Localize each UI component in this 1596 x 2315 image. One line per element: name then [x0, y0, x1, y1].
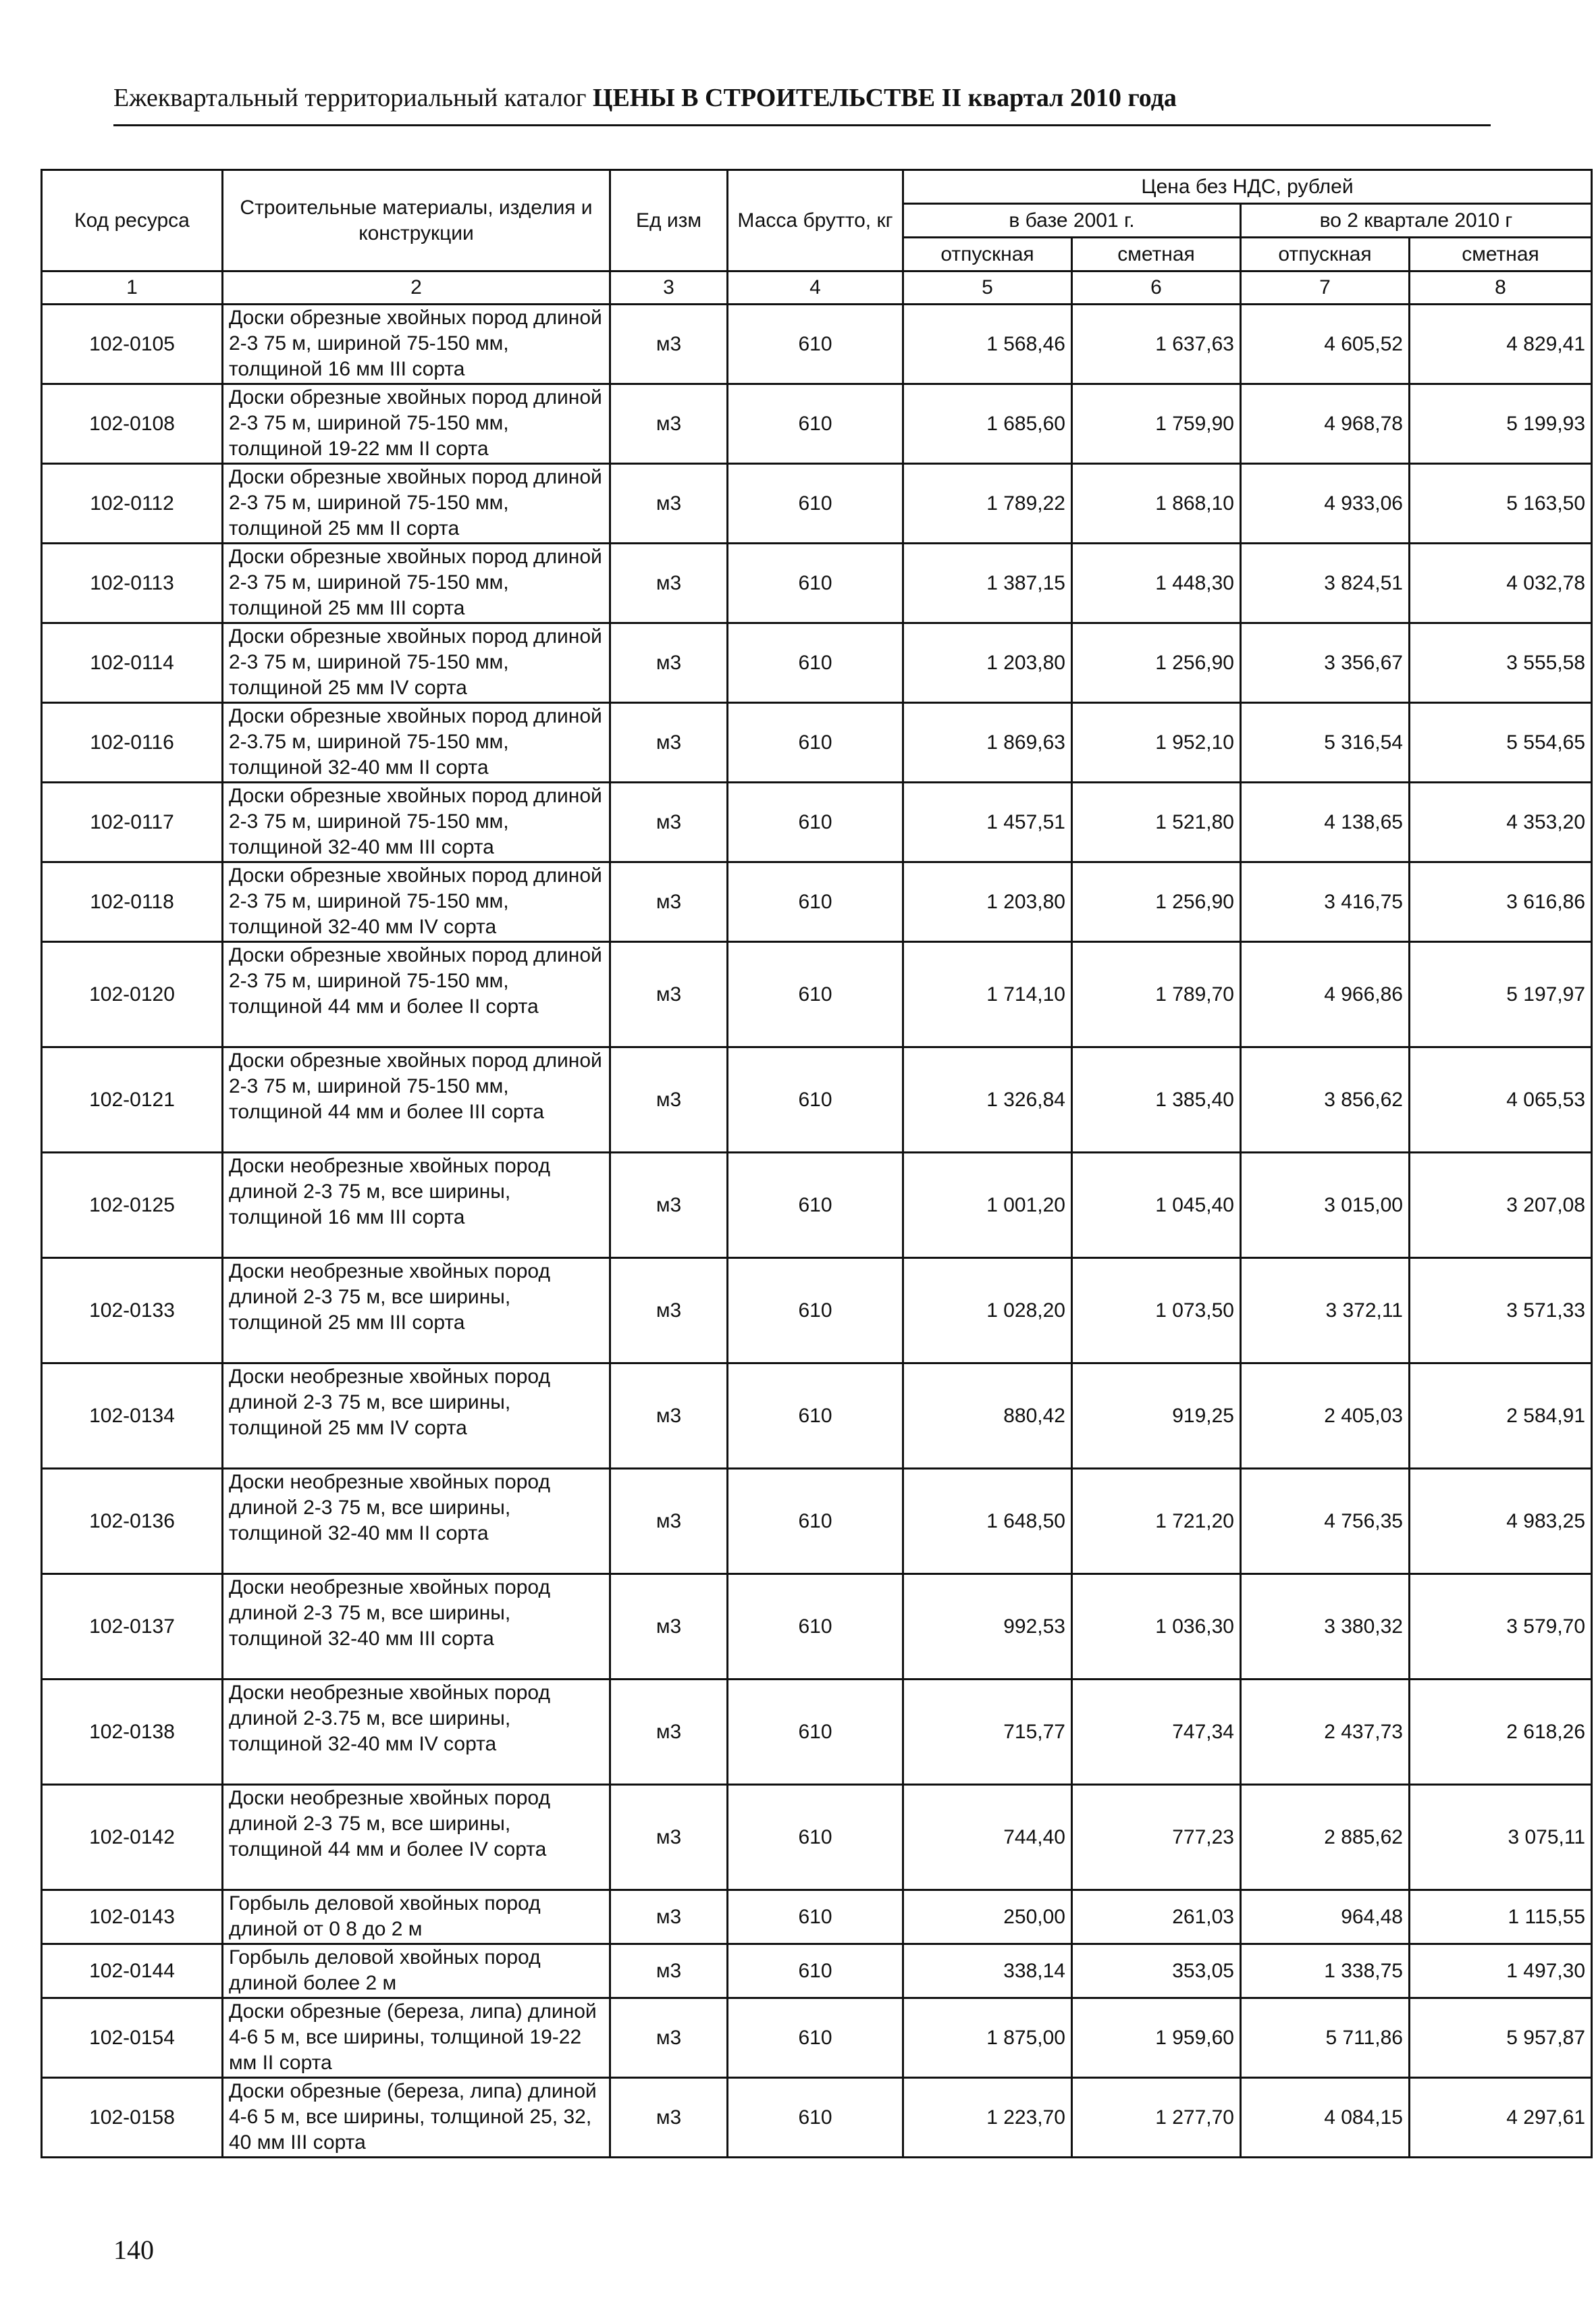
price-current-release: 3 856,62 [1241, 1047, 1410, 1153]
resource-code: 102-0158 [42, 2078, 223, 2158]
price-base-release: 1 789,22 [903, 464, 1072, 544]
price-current-release: 2 885,62 [1241, 1785, 1410, 1890]
page-header [113, 85, 1491, 111]
resource-code: 102-0105 [42, 305, 223, 384]
header-name: Строительные материалы, изделия и конструкции [223, 170, 610, 271]
price-base-estimate: 1 952,10 [1072, 703, 1241, 783]
price-base-estimate: 353,05 [1072, 1944, 1241, 1998]
mass-cell: 610 [728, 623, 903, 703]
mass-cell: 610 [728, 1469, 903, 1574]
price-base-estimate: 919,25 [1072, 1363, 1241, 1469]
price-current-estimate: 1 115,55 [1410, 1890, 1592, 1944]
table-row [42, 703, 1592, 783]
table-row [42, 862, 1592, 942]
material-name: Доски необрезные хвойных пород длиной 2-3 75 м, все ширины, толщиной 25 мм III сорта [223, 1258, 610, 1363]
table-row [42, 1998, 1592, 2078]
table-row [42, 1047, 1592, 1153]
price-base-release: 1 203,80 [903, 862, 1072, 942]
price-current-release: 4 933,06 [1241, 464, 1410, 544]
price-current-estimate: 3 075,11 [1410, 1785, 1592, 1890]
unit-cell: м3 [610, 1680, 728, 1785]
price-current-release: 4 756,35 [1241, 1469, 1410, 1574]
price-current-estimate: 2 584,91 [1410, 1363, 1592, 1469]
material-name: Доски обрезные хвойных пород длиной 2-3 75 м, шириной 75-150 мм, толщиной 16 мм III сорта [223, 305, 610, 384]
price-base-release: 1 568,46 [903, 305, 1072, 384]
unit-cell: м3 [610, 783, 728, 862]
table-row [42, 1363, 1592, 1469]
resource-code: 102-0118 [42, 862, 223, 942]
price-base-release: 1 001,20 [903, 1153, 1072, 1258]
table-row [42, 1890, 1592, 1944]
price-current-estimate: 3 555,58 [1410, 623, 1592, 703]
resource-code: 102-0112 [42, 464, 223, 544]
unit-cell: м3 [610, 2078, 728, 2158]
header-price: Цена без НДС, рублей [903, 170, 1592, 204]
price-current-estimate: 3 571,33 [1410, 1258, 1592, 1363]
column-number: 7 [1241, 271, 1410, 305]
mass-cell: 610 [728, 942, 903, 1047]
price-base-release: 880,42 [903, 1363, 1072, 1469]
header-base-estimate: сметная [1072, 238, 1241, 271]
material-name: Доски обрезные хвойных пород длиной 2-3 75 м, шириной 75-150 мм, толщиной 44 мм и более III сорта [223, 1047, 610, 1153]
price-base-estimate: 1 959,60 [1072, 1998, 1241, 2078]
price-base-estimate: 747,34 [1072, 1680, 1241, 1785]
price-current-release: 3 824,51 [1241, 544, 1410, 623]
price-base-release: 1 326,84 [903, 1047, 1072, 1153]
column-number: 1 [42, 271, 223, 305]
header-prefix: Ежеквартальный территориальный каталог [113, 84, 587, 112]
price-current-estimate: 1 497,30 [1410, 1944, 1592, 1998]
price-current-release: 3 356,67 [1241, 623, 1410, 703]
resource-code: 102-0108 [42, 384, 223, 464]
price-base-release: 1 457,51 [903, 783, 1072, 862]
price-current-release: 2 405,03 [1241, 1363, 1410, 1469]
mass-cell: 610 [728, 862, 903, 942]
price-current-release: 3 380,32 [1241, 1574, 1410, 1680]
header-unit: Ед изм [610, 170, 728, 271]
table-row [42, 942, 1592, 1047]
material-name: Доски необрезные хвойных пород длиной 2-3 75 м, все ширины, толщиной 32-40 мм III сорта [223, 1574, 610, 1680]
header-current-estimate: сметная [1410, 238, 1592, 271]
mass-cell: 610 [728, 1047, 903, 1153]
resource-code: 102-0117 [42, 783, 223, 862]
column-number: 3 [610, 271, 728, 305]
table-row [42, 1944, 1592, 1998]
resource-code: 102-0116 [42, 703, 223, 783]
material-name: Доски обрезные хвойных пород длиной 2-3 75 м, шириной 75-150 мм, толщиной 25 мм IV сорта [223, 623, 610, 703]
price-current-estimate: 3 616,86 [1410, 862, 1592, 942]
header-base: в базе 2001 г. [903, 204, 1241, 238]
price-current-estimate: 5 163,50 [1410, 464, 1592, 544]
material-name: Доски обрезные хвойных пород длиной 2-3.75 м, шириной 75-150 мм, толщиной 32-40 мм II сорта [223, 703, 610, 783]
unit-cell: м3 [610, 1047, 728, 1153]
mass-cell: 610 [728, 1785, 903, 1890]
material-name: Доски обрезные хвойных пород длиной 2-3 75 м, шириной 75-150 мм, толщиной 44 мм и более II сорта [223, 942, 610, 1047]
price-current-estimate: 4 065,53 [1410, 1047, 1592, 1153]
mass-cell: 610 [728, 1574, 903, 1680]
resource-code: 102-0125 [42, 1153, 223, 1258]
mass-cell: 610 [728, 783, 903, 862]
price-current-release: 1 338,75 [1241, 1944, 1410, 1998]
unit-cell: м3 [610, 1785, 728, 1890]
unit-cell: м3 [610, 1153, 728, 1258]
price-current-estimate: 5 197,97 [1410, 942, 1592, 1047]
price-current-release: 3 416,75 [1241, 862, 1410, 942]
price-current-estimate: 4 353,20 [1410, 783, 1592, 862]
mass-cell: 610 [728, 1890, 903, 1944]
price-base-estimate: 261,03 [1072, 1890, 1241, 1944]
price-base-release: 1 714,10 [903, 942, 1072, 1047]
material-name: Доски обрезные хвойных пород длиной 2-3 75 м, шириной 75-150 мм, толщиной 32-40 мм IV сорта [223, 862, 610, 942]
table-row [42, 783, 1592, 862]
column-number: 6 [1072, 271, 1241, 305]
column-number: 8 [1410, 271, 1592, 305]
table-row [42, 305, 1592, 384]
material-name: Доски обрезные (береза, липа) длиной 4-6 5 м, все ширины, толщиной 19-22 мм II сорта [223, 1998, 610, 2078]
price-current-release: 4 138,65 [1241, 783, 1410, 862]
price-current-estimate: 2 618,26 [1410, 1680, 1592, 1785]
mass-cell: 610 [728, 2078, 903, 2158]
unit-cell: м3 [610, 1998, 728, 2078]
mass-cell: 610 [728, 1944, 903, 1998]
price-base-release: 1 203,80 [903, 623, 1072, 703]
resource-code: 102-0138 [42, 1680, 223, 1785]
price-base-release: 1 685,60 [903, 384, 1072, 464]
price-current-release: 3 015,00 [1241, 1153, 1410, 1258]
table-row [42, 1785, 1592, 1890]
price-current-estimate: 5 957,87 [1410, 1998, 1592, 2078]
unit-cell: м3 [610, 1469, 728, 1574]
price-current-estimate: 3 579,70 [1410, 1574, 1592, 1680]
material-name: Доски необрезные хвойных пород длиной 2-3 75 м, все ширины, толщиной 32-40 мм II сорта [223, 1469, 610, 1574]
page-number: 140 [113, 2235, 154, 2265]
mass-cell: 610 [728, 1998, 903, 2078]
resource-code: 102-0144 [42, 1944, 223, 1998]
table-row [42, 623, 1592, 703]
price-current-release: 4 084,15 [1241, 2078, 1410, 2158]
price-current-release: 4 966,86 [1241, 942, 1410, 1047]
mass-cell: 610 [728, 464, 903, 544]
mass-cell: 610 [728, 1363, 903, 1469]
price-base-estimate: 1 448,30 [1072, 544, 1241, 623]
unit-cell: м3 [610, 1363, 728, 1469]
unit-cell: м3 [610, 862, 728, 942]
resource-code: 102-0114 [42, 623, 223, 703]
price-current-release: 3 372,11 [1241, 1258, 1410, 1363]
price-base-estimate: 1 045,40 [1072, 1153, 1241, 1258]
price-current-release: 5 316,54 [1241, 703, 1410, 783]
price-base-release: 992,53 [903, 1574, 1072, 1680]
unit-cell: м3 [610, 464, 728, 544]
price-base-release: 744,40 [903, 1785, 1072, 1890]
price-current-release: 5 711,86 [1241, 1998, 1410, 2078]
table-body [42, 305, 1592, 2158]
material-name: Горбыль деловой хвойных пород длиной от 0 8 до 2 м [223, 1890, 610, 1944]
price-base-release: 1 028,20 [903, 1258, 1072, 1363]
resource-code: 102-0134 [42, 1363, 223, 1469]
resource-code: 102-0120 [42, 942, 223, 1047]
material-name: Доски необрезные хвойных пород длиной 2-3 75 м, все ширины, толщиной 25 мм IV сорта [223, 1363, 610, 1469]
table-row [42, 2078, 1592, 2158]
price-base-release: 250,00 [903, 1890, 1072, 1944]
price-base-estimate: 1 521,80 [1072, 783, 1241, 862]
price-current-estimate: 4 829,41 [1410, 305, 1592, 384]
resource-code: 102-0142 [42, 1785, 223, 1890]
price-base-estimate: 1 073,50 [1072, 1258, 1241, 1363]
unit-cell: м3 [610, 1890, 728, 1944]
unit-cell: м3 [610, 544, 728, 623]
resource-code: 102-0113 [42, 544, 223, 623]
unit-cell: м3 [610, 942, 728, 1047]
unit-cell: м3 [610, 1574, 728, 1680]
table-header [42, 170, 1592, 305]
price-base-release: 1 223,70 [903, 2078, 1072, 2158]
header-title: ЦЕНЫ В СТРОИТЕЛЬСТВЕ II квартал 2010 года [592, 84, 1177, 112]
unit-cell: м3 [610, 703, 728, 783]
price-base-release: 1 648,50 [903, 1469, 1072, 1574]
price-base-release: 1 875,00 [903, 1998, 1072, 2078]
price-base-estimate: 1 256,90 [1072, 862, 1241, 942]
price-table [41, 169, 1593, 2158]
material-name: Горбыль деловой хвойных пород длиной более 2 м [223, 1944, 610, 1998]
price-base-estimate: 1 637,63 [1072, 305, 1241, 384]
mass-cell: 610 [728, 305, 903, 384]
unit-cell: м3 [610, 1944, 728, 1998]
price-current-release: 2 437,73 [1241, 1680, 1410, 1785]
price-base-estimate: 1 721,20 [1072, 1469, 1241, 1574]
price-current-estimate: 3 207,08 [1410, 1153, 1592, 1258]
price-base-estimate: 1 789,70 [1072, 942, 1241, 1047]
price-current-estimate: 4 983,25 [1410, 1469, 1592, 1574]
header-current-release: отпускная [1241, 238, 1410, 271]
price-current-estimate: 5 554,65 [1410, 703, 1592, 783]
resource-code: 102-0136 [42, 1469, 223, 1574]
column-number: 2 [223, 271, 610, 305]
mass-cell: 610 [728, 1680, 903, 1785]
header-code: Код ресурса [42, 170, 223, 271]
mass-cell: 610 [728, 1258, 903, 1363]
column-number: 4 [728, 271, 903, 305]
unit-cell: м3 [610, 384, 728, 464]
header-mass: Масса брутто, кг [728, 170, 903, 271]
resource-code: 102-0137 [42, 1574, 223, 1680]
resource-code: 102-0133 [42, 1258, 223, 1363]
table-row [42, 1680, 1592, 1785]
price-current-estimate: 5 199,93 [1410, 384, 1592, 464]
unit-cell: м3 [610, 305, 728, 384]
resource-code: 102-0154 [42, 1998, 223, 2078]
price-base-release: 338,14 [903, 1944, 1072, 1998]
price-base-estimate: 1 277,70 [1072, 2078, 1241, 2158]
price-base-estimate: 1 256,90 [1072, 623, 1241, 703]
price-base-estimate: 1 385,40 [1072, 1047, 1241, 1153]
price-base-estimate: 1 868,10 [1072, 464, 1241, 544]
price-base-release: 715,77 [903, 1680, 1072, 1785]
mass-cell: 610 [728, 384, 903, 464]
header-divider [113, 124, 1491, 126]
price-current-estimate: 4 297,61 [1410, 2078, 1592, 2158]
table-row [42, 1574, 1592, 1680]
price-current-release: 4 605,52 [1241, 305, 1410, 384]
price-current-release: 964,48 [1241, 1890, 1410, 1944]
header-current: во 2 квартале 2010 г [1241, 204, 1592, 238]
unit-cell: м3 [610, 1258, 728, 1363]
table-row [42, 1153, 1592, 1258]
material-name: Доски обрезные хвойных пород длиной 2-3 75 м, шириной 75-150 мм, толщиной 25 мм III сорта [223, 544, 610, 623]
mass-cell: 610 [728, 703, 903, 783]
unit-cell: м3 [610, 623, 728, 703]
column-number-row [42, 271, 1592, 305]
resource-code: 102-0143 [42, 1890, 223, 1944]
price-base-release: 1 869,63 [903, 703, 1072, 783]
column-number: 5 [903, 271, 1072, 305]
price-base-estimate: 1 759,90 [1072, 384, 1241, 464]
material-name: Доски обрезные хвойных пород длиной 2-3 75 м, шириной 75-150 мм, толщиной 19-22 мм II сорта [223, 384, 610, 464]
material-name: Доски необрезные хвойных пород длиной 2-3 75 м, все ширины, толщиной 16 мм III сорта [223, 1153, 610, 1258]
price-current-release: 4 968,78 [1241, 384, 1410, 464]
material-name: Доски необрезные хвойных пород длиной 2-3.75 м, все ширины, толщиной 32-40 мм IV сорта [223, 1680, 610, 1785]
resource-code: 102-0121 [42, 1047, 223, 1153]
material-name: Доски обрезные (береза, липа) длиной 4-6 5 м, все ширины, толщиной 25, 32, 40 мм III сорта [223, 2078, 610, 2158]
material-name: Доски обрезные хвойных пород длиной 2-3 75 м, шириной 75-150 мм, толщиной 32-40 мм III сорта [223, 783, 610, 862]
price-base-release: 1 387,15 [903, 544, 1072, 623]
mass-cell: 610 [728, 1153, 903, 1258]
table-row [42, 1258, 1592, 1363]
mass-cell: 610 [728, 544, 903, 623]
table-row [42, 544, 1592, 623]
table-row [42, 1469, 1592, 1574]
price-base-estimate: 1 036,30 [1072, 1574, 1241, 1680]
price-current-estimate: 4 032,78 [1410, 544, 1592, 623]
table-row [42, 384, 1592, 464]
table-row [42, 464, 1592, 544]
header-base-release: отпускная [903, 238, 1072, 271]
price-base-estimate: 777,23 [1072, 1785, 1241, 1890]
material-name: Доски обрезные хвойных пород длиной 2-3 75 м, шириной 75-150 мм, толщиной 25 мм II сорта [223, 464, 610, 544]
material-name: Доски необрезные хвойных пород длиной 2-3 75 м, все ширины, толщиной 44 мм и более IV сорта [223, 1785, 610, 1890]
